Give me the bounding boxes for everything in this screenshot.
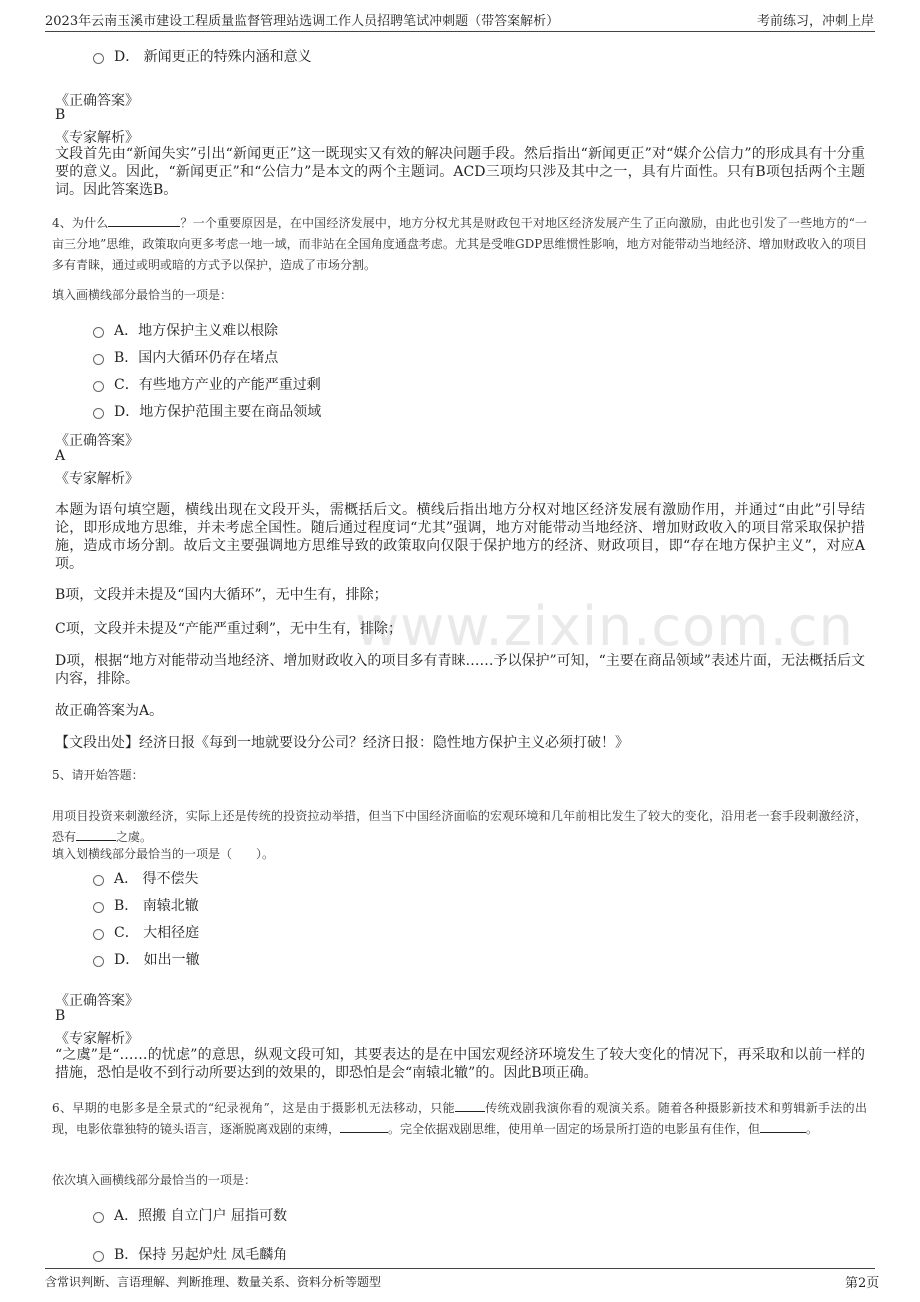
q4-stem: 4、为什么 ？一个重要原因是，在中国经济发展中，地方分权尤其是财政包干对地区经济发展产生了正向激励，由此也引发了一些地方的“一亩三分地”思维，政策取向更多考虑一地一域，而非站在全国角度通盘考虑。尤其是受唯GDP思维惯性影响，地方对能带动当地经济、增加财政收入的项目多有青睐，通过或明或暗的方式予以保护，造成了市场分割。 — [52, 216, 868, 272]
header-title: 2023年云南玉溪市建设工程质量监督管理站选调工作人员招聘笔试冲刺题（带答案解析） — [45, 14, 560, 29]
q4-option-a[interactable] — [93, 320, 278, 340]
watermark: www.zixin.com.cn — [355, 595, 854, 658]
header-right: 考前练习，冲刺上岸 — [757, 14, 875, 29]
q5-answer: B — [55, 1008, 66, 1024]
q4-analysis-p5: 故正确答案为A。 — [55, 703, 164, 719]
blank — [760, 1120, 806, 1133]
q3-option-d[interactable] — [93, 46, 312, 66]
q4-option-c[interactable] — [93, 374, 321, 394]
q4-analysis-p4: D项，根据“地方对能带动当地经济、增加财政收入的项目多有青睐……予以保护”可知，“主要在商品领域”表述片面，无法概括后文内容，排除。 — [55, 653, 865, 687]
q6-prompt: 依次填入画横线部分最恰当的一项是： — [52, 1173, 257, 1187]
option-label: D． 如出一辙 — [114, 952, 200, 968]
q4-analysis-p3: C项，文段并未提及“产能严重过剩”，无中生有，排除； — [55, 621, 403, 637]
footer-rule — [45, 1268, 875, 1269]
q5-answer-label: 《正确答案》 — [55, 993, 139, 1009]
option-label: B．保持 另起炉灶 凤毛麟角 — [114, 1247, 288, 1263]
radio-icon[interactable] — [93, 354, 104, 365]
q6-option-a[interactable] — [93, 1205, 287, 1225]
header-rule — [45, 31, 875, 32]
q4-analysis-label: 《专家解析》 — [55, 471, 139, 487]
q4-option-b[interactable] — [93, 347, 278, 367]
radio-icon[interactable] — [93, 875, 104, 886]
q4-option-d[interactable] — [93, 401, 321, 421]
q3-analysis: 文段首先由“新闻失实”引出“新闻更正”这一既现实又有效的解决问题手段。然后指出“新闻更正”对“媒介公信力”的形成具有十分重要的意义。因此，“新闻更正”和“公信力”是本文的两个主题词。ACD三项均只涉及其中之一，具有片面性。只有B项包括两个主题词。因此答案选B。 — [55, 146, 865, 198]
option-label: C． 大相径庭 — [114, 925, 200, 941]
q5-stem: 用项目投资来刺激经济，实际上还是传统的投资拉动举措，但当下中国经济面临的宏观环境和几年前相比发生了较大的变化，沿用老一套手段刺激经济，恐有 之虞。 — [52, 809, 867, 844]
q5-option-b[interactable] — [93, 895, 199, 915]
q4-analysis-p1: 本题为语句填空题，横线出现在文段开头，需概括后文。横线后指出地方分权对地区经济发展有激励作用，并通过“由此”引导结论，即形成地方思维，并未考虑全国性。随后通过程度词“尤其”强调，地方对能带动当地经济、增加财政收入的项目常采取保护措施，造成市场分割。故后文主要强调地方思维导致的政策取向仅限于保护地方的经济、财政项目，即“存在地方保护主义”，对应A项。 — [55, 502, 865, 572]
radio-icon[interactable] — [93, 902, 104, 913]
blank — [108, 214, 180, 227]
footer-left: 含常识判断、言语理解、判断推理、数量关系、资料分析等题型 — [45, 1275, 382, 1289]
q4-answer-label: 《正确答案》 — [55, 433, 139, 449]
q4-prompt: 填入画横线部分最恰当的一项是： — [52, 288, 233, 302]
radio-icon[interactable] — [93, 1212, 104, 1223]
radio-icon[interactable] — [93, 408, 104, 419]
q3-analysis-label: 《专家解析》 — [55, 130, 139, 146]
radio-icon[interactable] — [93, 53, 104, 64]
q5-analysis: “之虞”是“……的忧虑”的意思，纵观文段可知，其要表达的是在中国宏观经济环境发生了较大变化的情况下，再采取和以前一样的措施，恐怕是收不到行动所要达到的效果的，即恐怕是会“南辕北辙”的。因此B项正确。 — [55, 1047, 865, 1081]
blank — [340, 1120, 388, 1133]
q5-analysis-label: 《专家解析》 — [55, 1031, 139, 1047]
q4-answer: A — [55, 448, 66, 464]
q4-source: 【文段出处】经济日报《每到一地就要设分公司？经济日报：隐性地方保护主义必须打破！》 — [55, 735, 629, 751]
option-label: D．地方保护范围主要在商品领域 — [114, 404, 322, 420]
option-label: A．地方保护主义难以根除 — [114, 323, 279, 339]
option-label: A． 得不偿失 — [114, 871, 199, 887]
option-label: D． 新闻更正的特殊内涵和意义 — [114, 49, 312, 65]
radio-icon[interactable] — [93, 381, 104, 392]
radio-icon[interactable] — [93, 327, 104, 338]
radio-icon[interactable] — [93, 956, 104, 967]
q5-prompt: 填入划横线部分最恰当的一项是（ ）。 — [52, 847, 275, 861]
blank — [455, 1099, 485, 1112]
q4-analysis-p2: B项，文段并未提及“国内大循环”，无中生有，排除； — [55, 587, 388, 603]
q3-answer-label: 《正确答案》 — [55, 93, 139, 109]
radio-icon[interactable] — [93, 1251, 104, 1262]
q5-title: 5、请开始答题： — [52, 768, 144, 782]
q6-stem: 6、早期的电影多是全景式的“纪录视角”，这是由于摄影机无法移动，只能 传统戏剧我演你看的观演关系。随着各种摄影新技术和剪辑新手法的出现，电影依靠独特的镜头语言，逐渐脱离戏剧的束缚， 。完全依据戏剧思维，使用单一固定的场景所打造的电影虽有佳作，但 。 — [52, 1101, 867, 1136]
option-label: A．照搬 自立门户 屈指可数 — [114, 1208, 288, 1224]
q5-option-d[interactable] — [93, 949, 200, 969]
radio-icon[interactable] — [93, 929, 104, 940]
option-label: C．有些地方产业的产能严重过剩 — [114, 377, 321, 393]
q5-option-a[interactable] — [93, 868, 199, 888]
option-label: B． 南辕北辙 — [114, 898, 199, 914]
q6-option-b[interactable] — [93, 1244, 287, 1264]
q3-answer: B — [55, 107, 66, 123]
blank — [76, 828, 116, 841]
option-label: B．国内大循环仍存在堵点 — [114, 350, 279, 366]
page-number: 第2页 — [845, 1276, 880, 1291]
q5-option-c[interactable] — [93, 922, 199, 942]
